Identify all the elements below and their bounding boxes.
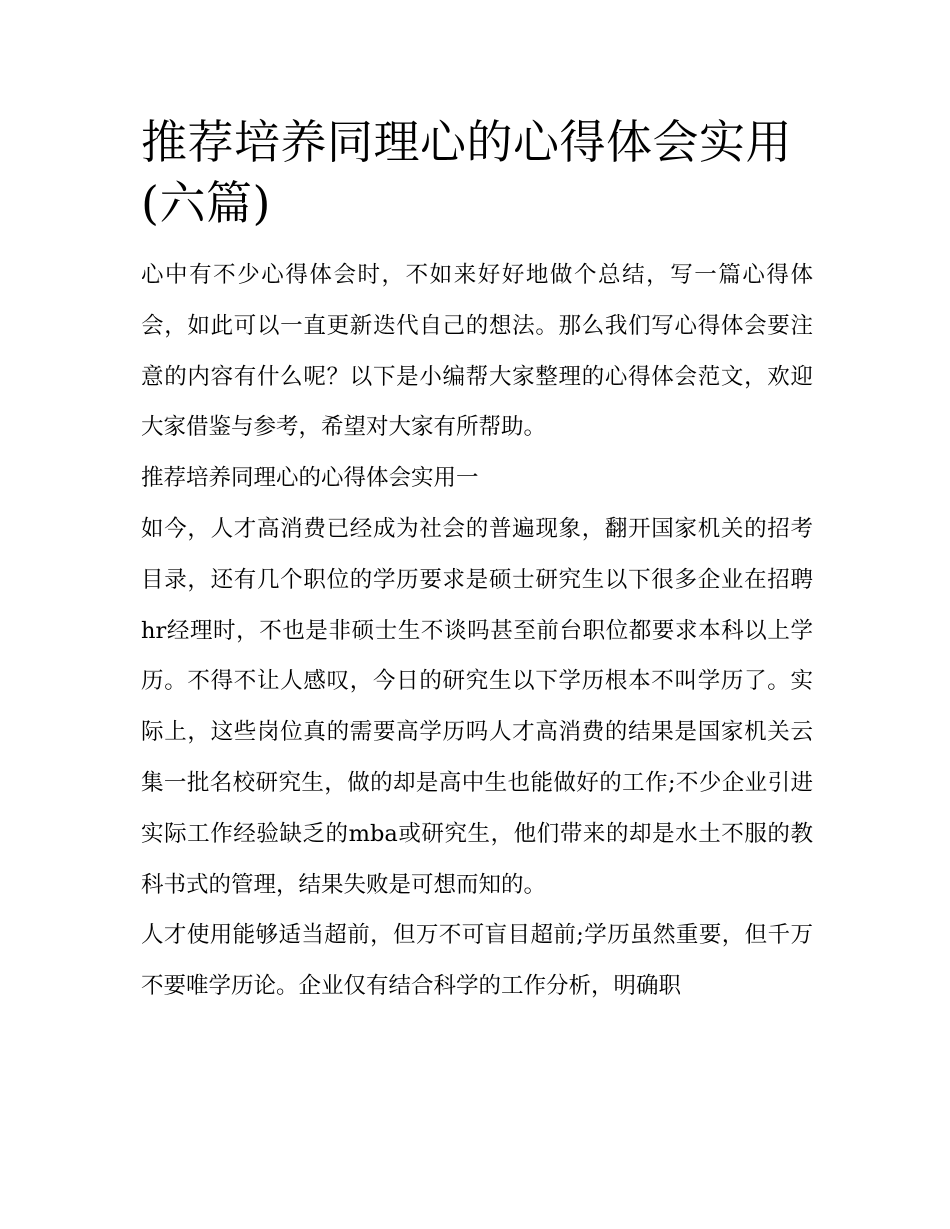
body-paragraph: 人才使用能够适当超前，但万不可盲目超前;学历虽然重要，但千万不要唯学历论。企业仅有结合科学的工作分析，明确职 — [141, 922, 813, 1000]
body-paragraph: 如今，人才高消费已经成为社会的普遍现象，翻开国家机关的招考目录，还有几个职位的学历要求是硕士研究生以下很多企业在招聘hr经理时，不也是非硕士生不谈吗甚至前台职位都要求本科以上学历。不得不让人感叹，今日的研究生以下学历根本不叫学历了。实际上，这些岗位真的需要高学历吗人才高消费的结果是国家机关云集一批名校研究生，做的却是高中生也能做好的工作;不少企业引进实际工作经验缺乏的mba或研究生，他们带来的却是水土不服的教科书式的管理，结果失败是可想而知的。 — [141, 515, 813, 898]
document-body — [141, 250, 813, 1012]
section-heading: 推荐培养同理心的心得体会实用一 — [141, 465, 479, 492]
document-title: 推荐培养同理心的心得体会实用(六篇) — [141, 115, 792, 230]
intro-paragraph: 心中有不少心得体会时，不如来好好地做个总结，写一篇心得体会，如此可以一直更新迭代自己的想法。那么我们写心得体会要注意的内容有什么呢？以下是小编帮大家整理的心得体会范文，欢迎大家借鉴与参考，希望对大家有所帮助。 — [141, 262, 813, 441]
document-content — [141, 112, 813, 1012]
